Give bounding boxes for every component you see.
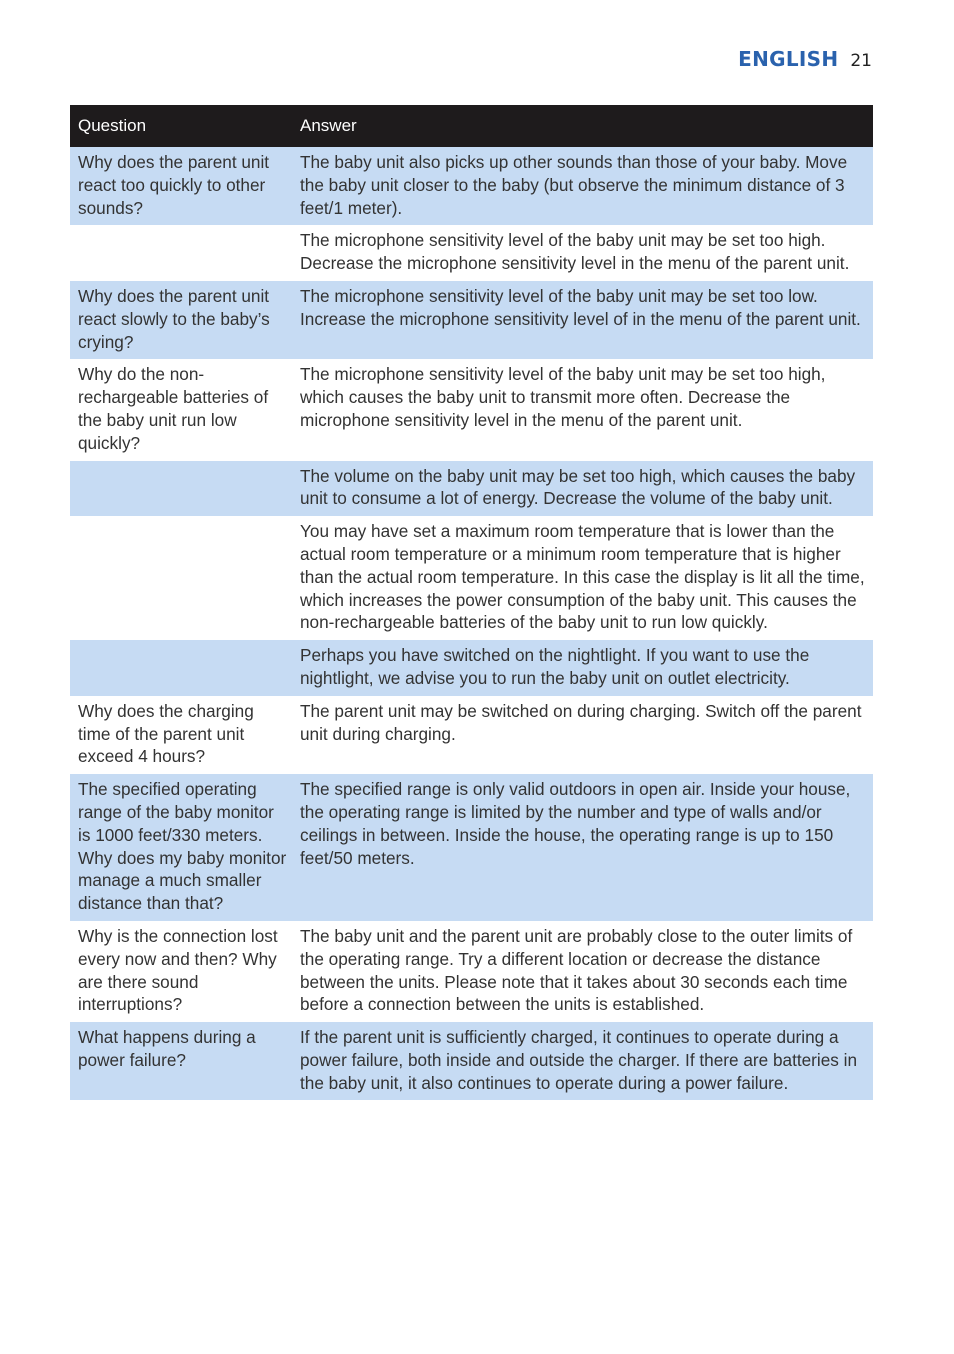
table-row bbox=[70, 359, 873, 460]
table-body bbox=[70, 147, 873, 1100]
question-cell: The specified operating range of the baby monitor is 1000 feet/330 meters. Why does my baby monitor manage a much smaller distance than that? bbox=[70, 774, 292, 921]
question-cell: What happens during a power failure? bbox=[70, 1022, 292, 1100]
answer-cell: The specified range is only valid outdoors in open air. Inside your house, the operating range is limited by the number and type of walls and/or ceilings in between. Inside the house, the operating range is up to 150 feet/50 meters. bbox=[292, 774, 873, 921]
question-cell: Why does the parent unit react too quickly to other sounds? bbox=[70, 147, 292, 225]
page-number: 21 bbox=[850, 51, 872, 71]
question-cell bbox=[70, 225, 292, 281]
answer-cell: The baby unit also picks up other sounds than those of your baby. Move the baby unit closer to the baby (but observe the minimum distance of 3 feet/1 meter). bbox=[292, 147, 873, 225]
answer-cell: The volume on the baby unit may be set too high, which causes the baby unit to consume a lot of energy. Decrease the volume of the baby unit. bbox=[292, 461, 873, 517]
answer-cell: The microphone sensitivity level of the baby unit may be set too high, which causes the baby unit to transmit more often. Decrease the microphone sensitivity level in the menu of the parent unit. bbox=[292, 359, 873, 460]
answer-cell: If the parent unit is sufficiently charged, it continues to operate during a power failure, both inside and outside the charger. If there are batteries in the baby unit, it also continues to operate during a power failure. bbox=[292, 1022, 873, 1100]
answer-cell: The microphone sensitivity level of the baby unit may be set too low. Increase the microphone sensitivity level of in the menu of the parent unit. bbox=[292, 281, 873, 359]
table-header-row bbox=[70, 105, 873, 147]
table-row bbox=[70, 225, 873, 281]
table-row bbox=[70, 921, 873, 1022]
faq-table bbox=[70, 105, 873, 1100]
question-cell bbox=[70, 461, 292, 517]
answer-cell: Perhaps you have switched on the nightlight. If you want to use the nightlight, we advise you to run the baby unit on outlet electricity. bbox=[292, 640, 873, 696]
question-cell: Why is the connection lost every now and then? Why are there sound interruptions? bbox=[70, 921, 292, 1022]
table-row bbox=[70, 281, 873, 359]
page-header bbox=[738, 47, 872, 71]
question-cell: Why do the non-rechargeable batteries of the baby unit run low quickly? bbox=[70, 359, 292, 460]
section-label: ENGLISH bbox=[738, 47, 839, 71]
table-header bbox=[70, 105, 873, 147]
table-row bbox=[70, 640, 873, 696]
answer-cell: The baby unit and the parent unit are probably close to the outer limits of the operating range. Try a different location or decrease the distance between the units. Please note that it takes about 30 seconds each time before a connection between the units is established. bbox=[292, 921, 873, 1022]
table-row bbox=[70, 774, 873, 921]
question-cell: Why does the parent unit react slowly to the baby’s crying? bbox=[70, 281, 292, 359]
table-row bbox=[70, 147, 873, 225]
table-row bbox=[70, 516, 873, 640]
answer-cell: The microphone sensitivity level of the baby unit may be set too high. Decrease the microphone sensitivity level in the menu of the parent unit. bbox=[292, 225, 873, 281]
question-cell bbox=[70, 516, 292, 640]
answer-cell: You may have set a maximum room temperature that is lower than the actual room temperature or a minimum room temperature that is higher than the actual room temperature. In this case the display is lit all the time, which increases the power consumption of the baby unit. This causes the non-rechargeable batteries of the baby unit to run low quickly. bbox=[292, 516, 873, 640]
table-row bbox=[70, 1022, 873, 1100]
table-row bbox=[70, 461, 873, 517]
table-row bbox=[70, 696, 873, 774]
question-cell: Why does the charging time of the parent unit exceed 4 hours? bbox=[70, 696, 292, 774]
question-cell bbox=[70, 640, 292, 696]
column-header-question: Question bbox=[70, 105, 292, 147]
column-header-answer: Answer bbox=[292, 105, 873, 147]
answer-cell: The parent unit may be switched on during charging. Switch off the parent unit during charging. bbox=[292, 696, 873, 774]
